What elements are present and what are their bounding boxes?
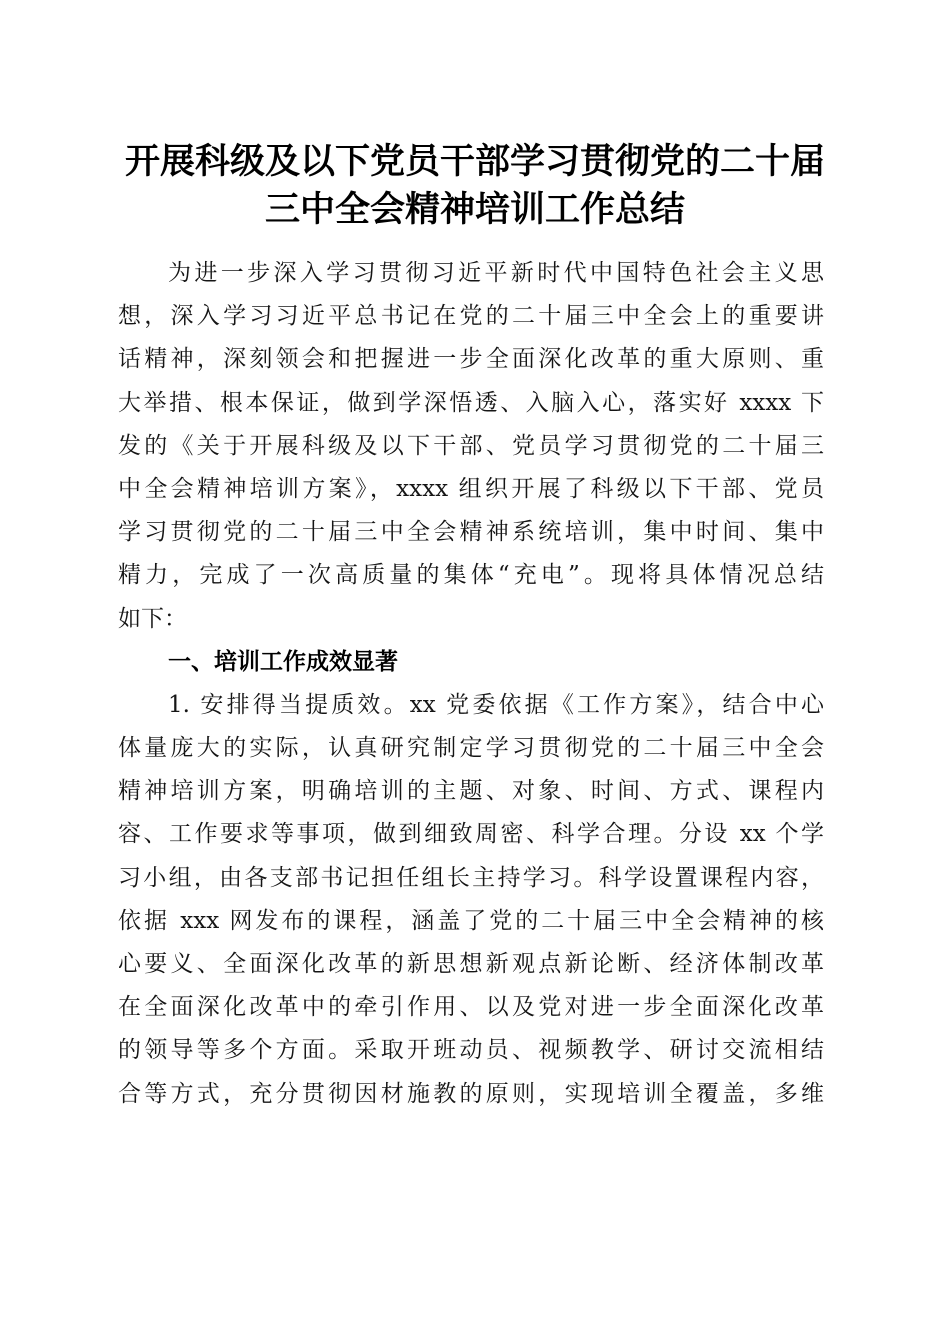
text-line: 为进一步深入学习贯彻习近平新时代中国特色社会主义思	[168, 260, 824, 286]
text-line: 想，深入学习习近平总书记在党的二十届三中全会上的重要讲	[118, 303, 824, 330]
text-line: 习小组，由各支部书记担任组长主持学习。科学设置课程内容，	[118, 864, 824, 891]
text-line: 的领导等多个方面。采取开班动员、视频教学、研讨交流相结	[118, 1037, 824, 1064]
text-line: 话精神，深刻领会和把握进一步全面深化改革的重大原则、重	[118, 346, 824, 373]
text-line: 在全面深化改革中的牵引作用、以及党对进一步全面深化改革	[118, 994, 824, 1021]
text-line: 1. 安排得当提质效。xx 党委依据《工作方案》，结合中心	[168, 691, 824, 718]
text-line: 精力，完成了一次高质量的集体“充电”。现将具体情况总结	[118, 562, 824, 589]
text-line: 大举措、根本保证，做到学深悟透、入脑入心，落实好 xxxx 下	[118, 389, 824, 416]
text-line: 依据 xxx 网发布的课程，涵盖了党的二十届三中全会精神的核	[118, 907, 824, 934]
intro-paragraph	[118, 252, 824, 641]
text-line: 发的《关于开展科级及以下干部、党员学习贯彻党的二十届三	[118, 432, 824, 459]
text-line: 精神培训方案，明确培训的主题、对象、时间、方式、课程内	[118, 778, 824, 805]
text-line: 容、工作要求等事项，做到细致周密、科学合理。分设 xx 个学	[118, 821, 824, 848]
text-line: 中全会精神培训方案》，xxxx 组织开展了科级以下干部、党员	[118, 475, 824, 502]
document-body	[118, 252, 824, 1116]
section-heading: 一、培训工作成效显著	[168, 648, 398, 675]
text-line: 合等方式，充分贯彻因材施教的原则，实现培训全覆盖，多维	[118, 1080, 824, 1107]
document-title	[110, 138, 840, 234]
text-line: 学习贯彻党的二十届三中全会精神系统培训，集中时间、集中	[118, 519, 824, 546]
text-line: 如下：	[118, 605, 187, 632]
title-line-1: 开展科级及以下党员干部学习贯彻党的二十届	[124, 141, 825, 182]
text-line: 心要义、全面深化改革的新思想新观点新论断、经济体制改革	[118, 951, 824, 977]
text-line: 体量庞大的实际，认真研究制定学习贯彻党的二十届三中全会	[118, 735, 824, 762]
point-1-paragraph	[118, 684, 824, 1116]
title-line-2: 三中全会精神培训工作总结	[264, 189, 685, 230]
